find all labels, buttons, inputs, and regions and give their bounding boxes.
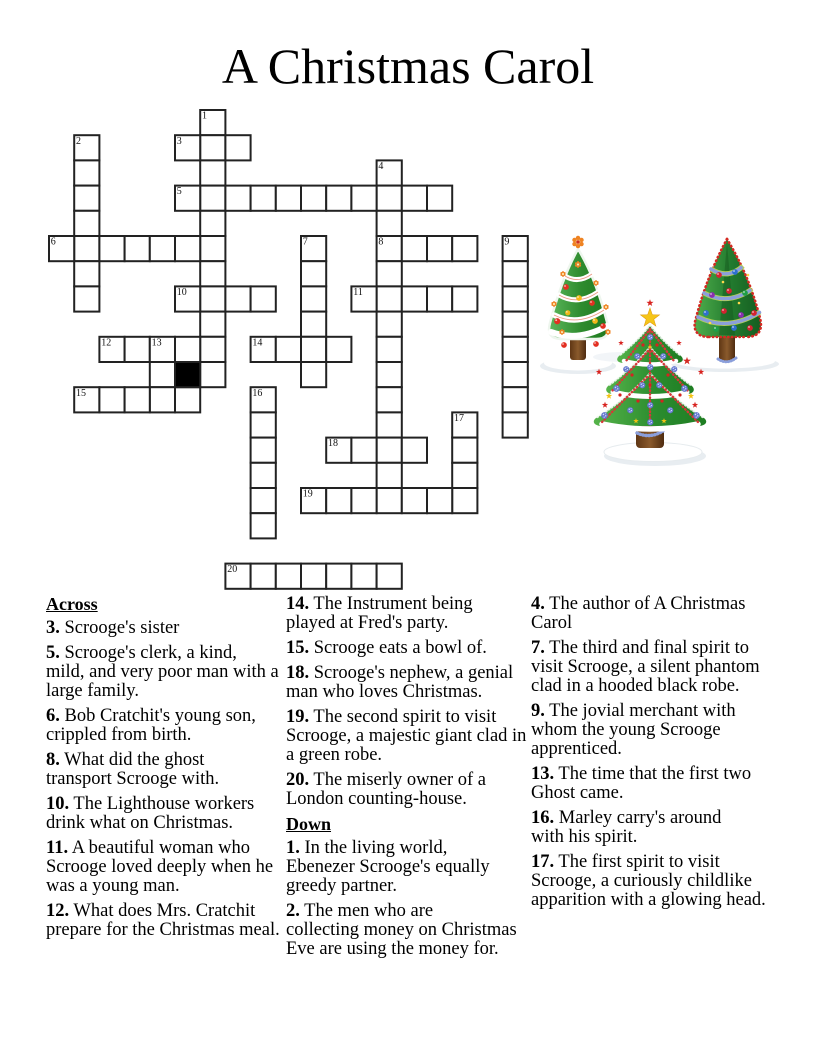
grid-cell[interactable]	[251, 463, 276, 488]
grid-cell[interactable]	[377, 387, 402, 412]
clue-line: 19. The second spirit to visit	[286, 707, 497, 727]
cell-number: 6	[50, 236, 56, 248]
tree-topper-star	[640, 299, 661, 327]
grid-cell[interactable]	[74, 261, 99, 286]
grid-cell[interactable]	[200, 261, 225, 286]
grid-cell[interactable]	[326, 337, 351, 362]
grid-cell[interactable]	[251, 438, 276, 463]
clue-item	[531, 702, 766, 759]
grid-cell[interactable]	[351, 438, 376, 463]
grid-cell[interactable]	[301, 312, 326, 337]
page-title: A Christmas Carol	[221, 38, 595, 94]
grid-cell[interactable]	[301, 362, 326, 387]
clue-line: 2. The men who are	[286, 901, 434, 921]
clue-number: 9.	[531, 701, 545, 721]
clue-column-1	[46, 595, 280, 946]
clue-line: 7. The third and final spirit to	[531, 638, 750, 658]
clue-number: 5.	[46, 643, 60, 663]
cell-number: 1	[202, 110, 207, 122]
clue-item	[531, 809, 766, 847]
grid-cell[interactable]	[276, 337, 301, 362]
clue-number: 3.	[46, 618, 60, 638]
cell-number: 14	[252, 337, 263, 349]
grid-cell[interactable]	[276, 564, 301, 589]
clue-item	[286, 639, 526, 658]
grid-cell[interactable]	[150, 362, 175, 387]
clue-number: 20.	[286, 770, 310, 790]
clue-line: 16. Marley carry's around	[531, 808, 722, 828]
grid-cell[interactable]	[301, 564, 326, 589]
grid-cell[interactable]	[74, 211, 99, 236]
clue-line: a green robe.	[286, 745, 383, 765]
clue-number: 12.	[46, 901, 70, 921]
black-cell	[175, 362, 200, 387]
tree-topper-star	[572, 236, 583, 248]
clue-line: 17. The first spirit to visit	[531, 852, 720, 872]
clue-number: 2.	[286, 901, 300, 921]
clue-line: clad in a hooded black robe.	[531, 676, 740, 696]
grid-cell[interactable]	[377, 463, 402, 488]
grid-cell[interactable]	[427, 236, 452, 261]
grid-cell[interactable]	[200, 135, 225, 160]
cell-number: 4	[378, 161, 384, 172]
grid-cell[interactable]	[377, 211, 402, 236]
christmas-tree-right	[593, 239, 779, 372]
clue-item	[46, 644, 280, 701]
cell-number: 17	[454, 413, 464, 424]
grid-cell[interactable]	[301, 286, 326, 311]
grid-cell[interactable]	[150, 387, 175, 412]
clue-line: 3. Scrooge's sister	[46, 618, 180, 638]
clue-line: 15. Scrooge eats a bowl of.	[286, 638, 487, 658]
grid-cell[interactable]	[225, 186, 250, 211]
clue-item	[531, 639, 766, 696]
grid-cell[interactable]	[200, 160, 225, 185]
grid-cell[interactable]	[200, 312, 225, 337]
cell-number: 15	[76, 387, 86, 399]
clue-line: played at Fred's party.	[286, 613, 449, 633]
clue-column-2	[286, 595, 526, 965]
grid-cell[interactable]	[326, 488, 351, 513]
grid-cell[interactable]	[200, 362, 225, 387]
grid-cell[interactable]	[351, 186, 376, 211]
clue-item	[531, 765, 766, 803]
clue-line: 5. Scrooge's clerk, a kind,	[46, 643, 237, 663]
christmas-trees-illustration	[520, 225, 780, 470]
grid-cell[interactable]	[200, 286, 225, 311]
clue-line: 1. In the living world,	[286, 838, 448, 858]
grid-cell[interactable]	[301, 337, 326, 362]
grid-cell[interactable]	[125, 387, 150, 412]
clue-line: with his spirit.	[531, 827, 638, 847]
clue-item	[531, 853, 766, 910]
clue-number: 1.	[286, 838, 300, 858]
clue-item	[286, 595, 526, 633]
grid-cell[interactable]	[251, 488, 276, 513]
grid-cell[interactable]	[301, 261, 326, 286]
clue-line: mild, and very poor man with a	[46, 662, 279, 682]
clue-line: large family.	[46, 681, 139, 701]
clue-line: crippled from birth.	[46, 725, 192, 745]
grid-cell[interactable]	[326, 186, 351, 211]
grid-cell[interactable]	[225, 135, 250, 160]
christmas-tree-center	[594, 299, 706, 466]
grid-cell[interactable]	[125, 236, 150, 261]
cell-number: 16	[252, 387, 263, 399]
clue-item	[286, 839, 526, 896]
grid-cell[interactable]	[452, 438, 477, 463]
clue-line: 6. Bob Cratchit's young son,	[46, 706, 256, 726]
clue-heading: Across	[46, 594, 98, 614]
grid-cell[interactable]	[452, 286, 477, 311]
grid-cell[interactable]	[377, 337, 402, 362]
grid-cell[interactable]	[175, 236, 200, 261]
grid-cell[interactable]	[200, 186, 225, 211]
clue-line: 14. The Instrument being	[286, 594, 473, 614]
cell-number: 18	[328, 438, 338, 450]
clue-number: 6.	[46, 706, 60, 726]
clue-item	[286, 664, 526, 702]
cell-number: 19	[302, 488, 313, 500]
cell-number: 12	[101, 337, 112, 349]
grid-cell[interactable]	[402, 438, 427, 463]
clue-number: 16.	[531, 808, 555, 828]
clue-line: transport Scrooge with.	[46, 769, 220, 789]
clue-line: Scrooge, a majestic giant clad in	[286, 726, 527, 746]
clue-line: Ghost came.	[531, 783, 624, 803]
grid-cell[interactable]	[452, 488, 477, 513]
clue-number: 7.	[531, 638, 545, 658]
grid-cell[interactable]	[402, 236, 427, 261]
clue-line: Scrooge loved deeply when he	[46, 857, 274, 877]
grid-cell[interactable]	[74, 186, 99, 211]
grid-cell[interactable]	[200, 337, 225, 362]
clue-item	[286, 708, 526, 765]
grid-cell[interactable]	[377, 186, 402, 211]
clue-column-3	[531, 595, 766, 916]
clue-line: 20. The miserly owner of a	[286, 770, 487, 790]
grid-cell[interactable]	[150, 236, 175, 261]
cell-number: 10	[176, 287, 187, 298]
grid-cell[interactable]	[377, 438, 402, 463]
grid-cell[interactable]	[251, 186, 276, 211]
clue-number: 15.	[286, 638, 310, 658]
clue-line: visit Scrooge, a silent phantom	[531, 657, 760, 677]
grid-cell[interactable]	[427, 186, 452, 211]
grid-cell[interactable]	[251, 412, 276, 437]
grid-cell[interactable]	[251, 286, 276, 311]
clue-number: 14.	[286, 594, 310, 614]
grid-cell[interactable]	[175, 337, 200, 362]
grid-cell[interactable]	[377, 312, 402, 337]
clue-line: 12. What does Mrs. Cratchit	[46, 901, 256, 921]
grid-cell[interactable]	[402, 488, 427, 513]
grid-cell[interactable]	[427, 488, 452, 513]
clue-line: drink what on Christmas.	[46, 813, 234, 833]
grid-cell[interactable]	[377, 412, 402, 437]
grid-cell[interactable]	[301, 186, 326, 211]
grid-cell[interactable]	[377, 488, 402, 513]
grid-cell[interactable]	[402, 286, 427, 311]
grid-cell[interactable]	[452, 463, 477, 488]
clue-line: collecting money on Christmas	[286, 920, 517, 940]
clue-item	[531, 595, 766, 633]
clue-number: 8.	[46, 750, 60, 770]
clue-number: 19.	[286, 707, 310, 727]
grid-cell[interactable]	[225, 286, 250, 311]
grid-cell[interactable]	[351, 564, 376, 589]
grid-cell[interactable]	[377, 564, 402, 589]
clue-item	[46, 751, 280, 789]
cell-number: 3	[176, 135, 182, 147]
clue-line: Ebenezer Scrooge's equally	[286, 857, 490, 877]
clue-line: 10. The Lighthouse workers	[46, 794, 255, 814]
tree-trunk	[719, 335, 735, 361]
clue-line: Carol	[531, 613, 573, 633]
clue-number: 18.	[286, 663, 310, 683]
clue-line: greedy partner.	[286, 876, 397, 896]
clue-item	[286, 771, 526, 809]
clue-number: 10.	[46, 794, 70, 814]
clue-line: was a young man.	[46, 876, 180, 896]
clue-line: 11. A beautiful woman who	[46, 838, 251, 858]
clue-number: 11.	[46, 838, 69, 858]
grid-cell[interactable]	[402, 186, 427, 211]
cell-number: 2	[76, 135, 81, 147]
cell-number: 13	[151, 337, 162, 349]
clue-line: Eve are using the money for.	[286, 939, 499, 959]
clue-line: 4. The author of A Christmas	[531, 594, 746, 614]
clue-item	[46, 619, 280, 638]
grid-cell[interactable]	[427, 286, 452, 311]
grid-cell[interactable]	[377, 286, 402, 311]
clue-line: man who loves Christmas.	[286, 682, 483, 702]
clue-heading: Down	[286, 814, 332, 834]
clue-item	[46, 839, 280, 896]
grid-cell[interactable]	[99, 387, 124, 412]
clue-item	[46, 707, 280, 745]
clue-item	[46, 795, 280, 833]
grid-cell[interactable]	[175, 387, 200, 412]
cell-number: 9	[504, 236, 510, 248]
crossword-grid	[0, 0, 600, 600]
clue-number: 13.	[531, 764, 555, 784]
grid-cell[interactable]	[99, 236, 124, 261]
clue-item	[286, 902, 526, 959]
grid-cell[interactable]	[251, 564, 276, 589]
clue-line: apprenticed.	[531, 739, 622, 759]
clue-number: 4.	[531, 594, 545, 614]
clue-line: 18. Scrooge's nephew, a genial	[286, 663, 514, 683]
grid-cell[interactable]	[74, 236, 99, 261]
cell-number: 8	[378, 236, 384, 248]
grid-cell[interactable]	[326, 564, 351, 589]
grid-cell[interactable]	[200, 211, 225, 236]
cell-number: 11	[353, 287, 363, 298]
clue-line: prepare for the Christmas meal.	[46, 920, 280, 940]
grid-cell[interactable]	[74, 160, 99, 185]
clue-line: London counting-house.	[286, 789, 467, 809]
clue-line: 8. What did the ghost	[46, 750, 205, 770]
clue-line: Scrooge, a curiously childlike	[531, 871, 752, 891]
clue-item	[46, 902, 280, 940]
clue-number: 17.	[531, 852, 555, 872]
grid-cell[interactable]	[377, 362, 402, 387]
cell-number: 5	[176, 186, 182, 198]
clue-line: apparition with a glowing head.	[531, 890, 766, 910]
clue-line: 9. The jovial merchant with	[531, 701, 736, 721]
grid-cell[interactable]	[351, 488, 376, 513]
grid-cell[interactable]	[125, 337, 150, 362]
clue-line: whom the young Scrooge	[531, 720, 721, 740]
grid-cell[interactable]	[276, 186, 301, 211]
grid-cell[interactable]	[452, 236, 477, 261]
grid-cell[interactable]	[74, 286, 99, 311]
grid-cell[interactable]	[251, 513, 276, 538]
cell-number: 7	[302, 236, 308, 248]
cell-number: 20	[227, 564, 238, 576]
grid-cell[interactable]	[200, 236, 225, 261]
clue-line: 13. The time that the first two	[531, 764, 752, 784]
grid-cell[interactable]	[377, 261, 402, 286]
